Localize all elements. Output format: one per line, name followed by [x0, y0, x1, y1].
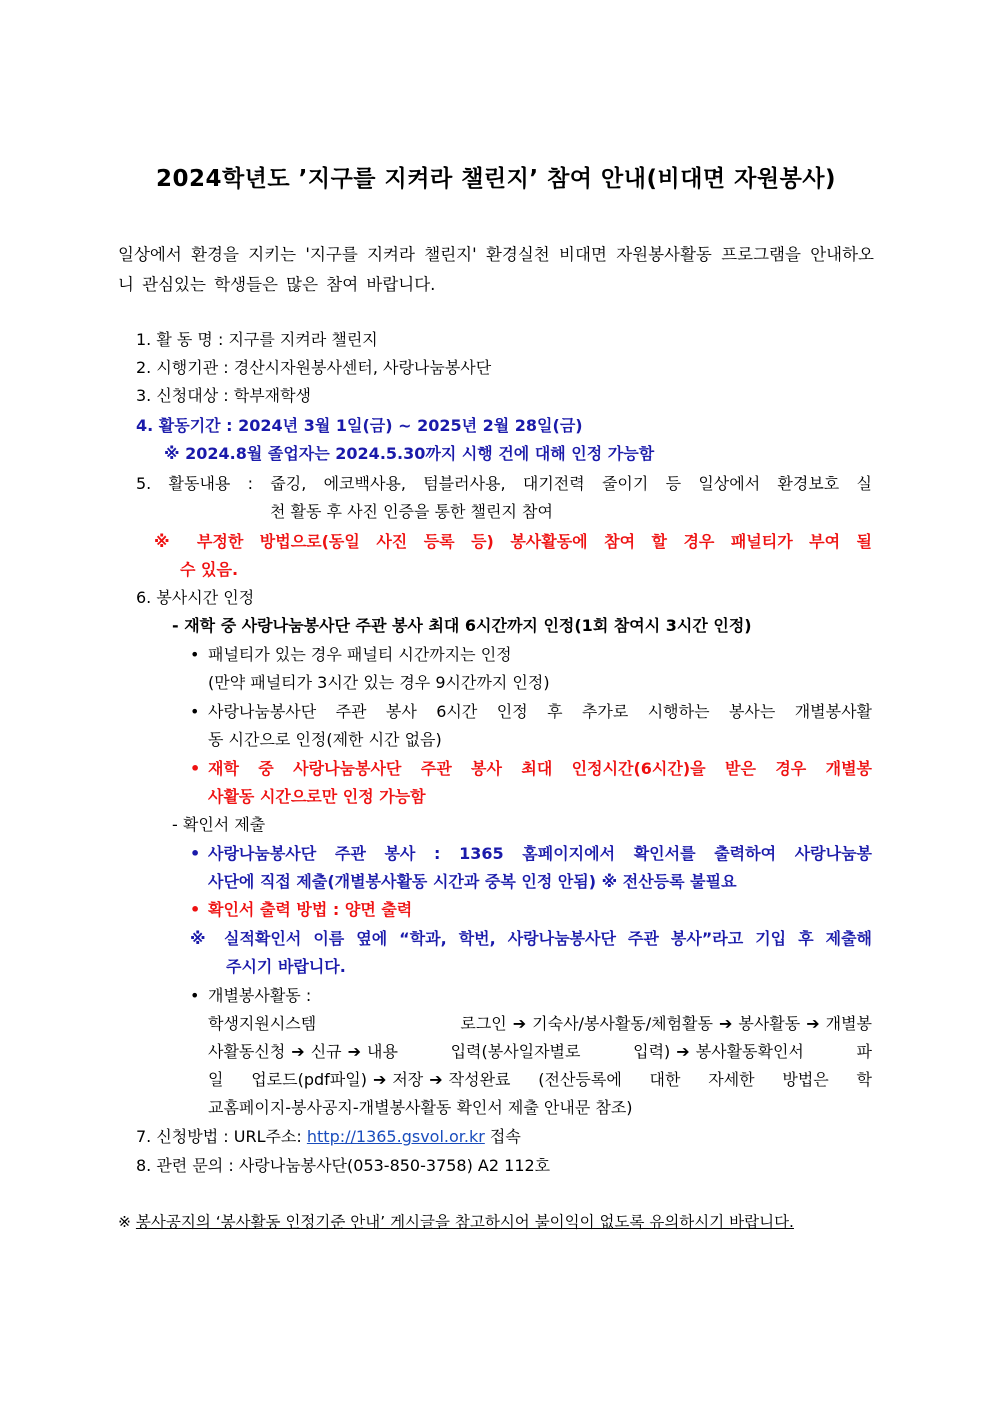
- arrow-right-icon: ➔: [347, 1042, 362, 1061]
- arrow-right-icon: ➔: [429, 1070, 443, 1089]
- bullet-text: 패널티가 있는 경우 패널티 시간까지는 인정: [208, 645, 512, 664]
- arrow-right-icon: ➔: [718, 1014, 733, 1033]
- item-6-print-method: [190, 896, 992, 924]
- item-6-heading: 6. 봉사시간 인정: [136, 588, 255, 607]
- item-6-name-note: ※ 실적확인서 이름 옆에 “학과, 학번, 사랑나눔봉사단 주관 봉사”라고 기입 후 제출해: [190, 929, 872, 948]
- apply-url-link[interactable]: http://1365.gsvol.or.kr: [306, 1127, 485, 1146]
- item-6-certificate-cont: 사단에 직접 제출(개별봉사활동 시간과 중복 인정 안됨) ※ 전산등록 불필요: [208, 872, 737, 891]
- step-upload-cont: 일 업로드(pdf파일): [208, 1070, 367, 1089]
- bullet-icon: •: [190, 702, 200, 721]
- reference-mark-icon: ※: [118, 1213, 136, 1231]
- item-6-additional-bullet-cont: 동 시간으로 인정(제한 시간 없음): [208, 730, 442, 749]
- arrow-right-icon: ➔: [512, 1014, 527, 1033]
- item-5-content-line1: 5. 활동내용 : 줍깅, 에코백사용, 텀블러사용, 대기전력 줄이기 등 일상에서 환경보호 실: [136, 474, 872, 493]
- item-2-organizer: 2. 시행기관 : 경산시자원봉사센터, 사랑나눔봉사단: [136, 358, 492, 377]
- item-6-max-hours: - 재학 중 사랑나눔봉사단 주관 봉사 최대 6시간까지 인정(1회 참여시 3시간 인정): [172, 616, 752, 635]
- step-upload: 봉사활동확인서 파: [695, 1042, 872, 1061]
- step-individual-apply-cont: 사활동신청: [208, 1042, 286, 1061]
- item-5-penalty-warning-line2: 수 있음.: [180, 560, 239, 579]
- steps-line-3: [208, 1066, 872, 1094]
- step-individual-apply: 개별봉: [825, 1014, 872, 1033]
- bullet-text: 사랑나눔봉사단 주관 봉사 6시간 인정 후 추가로 시행하는 봉사는 개별봉사활: [208, 702, 872, 721]
- bullet-text: 확인서 출력 방법 : 양면 출력: [208, 900, 413, 919]
- arrow-right-icon: ➔: [372, 1070, 387, 1089]
- step-save: 저장: [392, 1070, 424, 1089]
- intro-paragraph: 일상에서 환경을 지키는 '지구를 지켜라 챌린지' 환경실천 비대면 자원봉사활동 프로그램을 안내하오니 관심있는 학생들은 많은 참여 바랍니다.: [118, 245, 874, 294]
- bullet-icon: •: [190, 645, 200, 664]
- item-1-activity-name: 1. 활 동 명 : 지구를 지켜라 챌린지: [136, 330, 378, 349]
- item-6-certificate-heading: - 확인서 제출: [172, 815, 266, 834]
- item-6-penalty-example: (만약 패널티가 3시간 있는 경우 9시간까지 인정): [208, 673, 550, 692]
- item-7-apply-method: [136, 1123, 992, 1151]
- apply-method-label: 7. 신청방법 : URL주소:: [136, 1127, 307, 1146]
- steps-line-2: [208, 1038, 872, 1066]
- bullet-icon: •: [190, 986, 200, 1005]
- bullet-icon: •: [190, 900, 201, 919]
- item-5-content-line2: 천 활동 후 사진 인증을 통한 챌린지 참여: [270, 502, 553, 521]
- item-6-certificate-bullet: [190, 840, 872, 868]
- step-new: 신규: [310, 1042, 342, 1061]
- item-6-name-note-cont: 주시기 바랍니다.: [226, 957, 346, 976]
- apply-method-suffix: 접속: [484, 1127, 521, 1146]
- item-8-contact: 8. 관련 문의 : 사랑나눔봉사단(053-850-3758) A2 112호: [136, 1156, 551, 1175]
- step-complete: 작성완료 (전산등록에 대한 자세한 방법은 학: [448, 1070, 872, 1089]
- footer-note-text: 봉사공지의 ‘봉사활동 인정기준 안내’ 게시글을 참고하시어 불이익이 없도록 유의하시기 바랍니다.: [135, 1213, 794, 1231]
- item-6-individual-heading: [190, 982, 992, 1010]
- item-6-max-reached-cont: 사활동 시간으로만 인정 가능함: [208, 787, 426, 806]
- bullet-icon: •: [190, 759, 201, 778]
- footer-note: [118, 1208, 794, 1236]
- item-6-penalty-bullet: [190, 641, 992, 669]
- step-menu: 기숙사/봉사활동/체험활동: [532, 1014, 713, 1033]
- arrow-right-icon: ➔: [676, 1042, 690, 1061]
- item-4-period: 4. 활동기간 : 2024년 3월 1일(금) ~ 2025년 2월 28일(금): [136, 416, 583, 435]
- bullet-text: 개별봉사활동 :: [208, 986, 312, 1005]
- bullet-text: 재학 중 사랑나눔봉사단 주관 봉사 최대 인정시간(6시간)을 받은 경우 개별봉: [208, 759, 872, 778]
- step-volunteer: 봉사활동: [738, 1014, 801, 1033]
- step-input: 내용 입력(봉사일자별로 입력): [367, 1042, 671, 1061]
- step-login: 학생지원시스템 로그인: [208, 1014, 507, 1033]
- bullet-icon: •: [190, 844, 201, 863]
- arrow-right-icon: ➔: [806, 1014, 820, 1033]
- item-6-additional-bullet: [190, 698, 872, 726]
- document-title: 2024학년도 ’지구를 지켜라 챌린지’ 참여 안내(비대면 자원봉사): [155, 166, 837, 192]
- steps-line-4: 교홈페이지-봉사공지-개별봉사활동 확인서 제출 안내문 참조): [208, 1098, 633, 1117]
- item-6-max-reached-bullet: [190, 755, 872, 783]
- item-3-target: 3. 신청대상 : 학부재학생: [136, 386, 312, 405]
- arrow-right-icon: ➔: [291, 1042, 305, 1061]
- item-5-penalty-warning-line1: ※ 부정한 방법으로(동일 사진 등록 등) 봉사활동에 참여 할 경우 패널티가 부여 될: [154, 532, 872, 551]
- item-4-graduate-note: ※ 2024.8월 졸업자는 2024.5.30까지 시행 건에 대해 인정 가능함: [164, 444, 655, 463]
- bullet-text: 사랑나눔봉사단 주관 봉사 : 1365 홈페이지에서 확인서를 출력하여 사랑나눔봉: [208, 844, 872, 863]
- steps-line-1: [208, 1010, 872, 1038]
